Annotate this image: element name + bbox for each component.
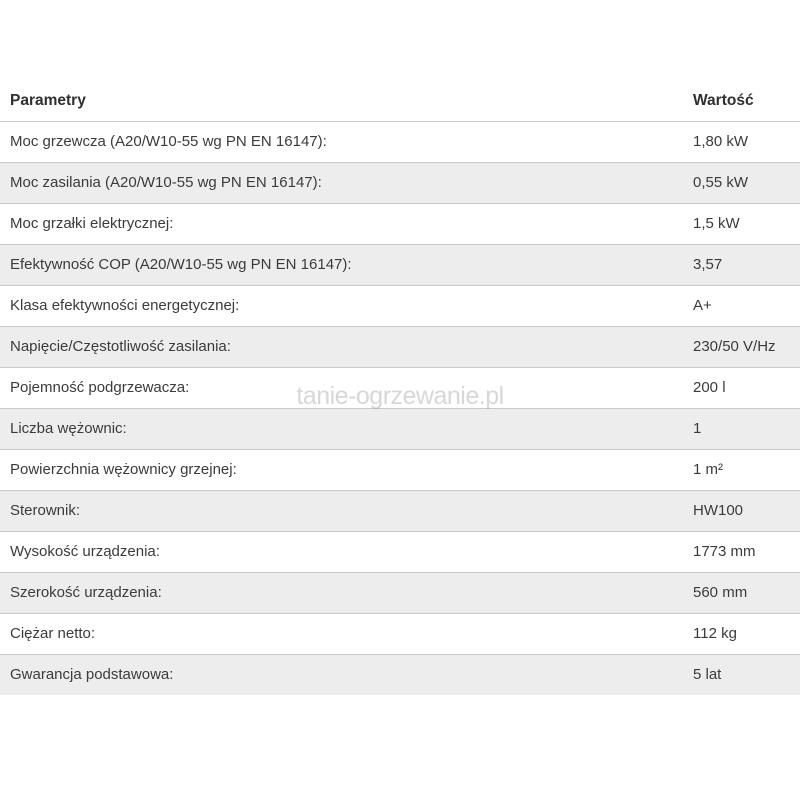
column-header-parameters: Parametry xyxy=(0,84,683,122)
parameter-value-cell: 1,80 kW xyxy=(683,122,800,163)
parameter-value-cell: 1 xyxy=(683,409,800,450)
parameter-name-cell: Moc grzałki elektrycznej: xyxy=(0,204,683,245)
parameter-value-cell: 3,57 xyxy=(683,245,800,286)
parameter-name-cell: Wysokość urządzenia: xyxy=(0,532,683,573)
table-header-row xyxy=(0,84,800,122)
watermark: tanie-ogrzewanie.pl xyxy=(296,382,504,410)
parameter-value-cell: 200 l xyxy=(683,368,800,409)
table-row xyxy=(0,573,800,614)
parameter-value-cell: HW100 xyxy=(683,491,800,532)
parameter-value-cell: 1,5 kW xyxy=(683,204,800,245)
parameter-name-cell: Szerokość urządzenia: xyxy=(0,573,683,614)
parameter-name-cell: Klasa efektywności energetycznej: xyxy=(0,286,683,327)
column-header-value: Wartość xyxy=(683,84,800,122)
table-row xyxy=(0,532,800,573)
table-row xyxy=(0,327,800,368)
table-row xyxy=(0,163,800,204)
table-row xyxy=(0,614,800,655)
parameters-table xyxy=(0,84,800,695)
parameter-name-cell: Sterownik: xyxy=(0,491,683,532)
parameter-value-cell: 0,55 kW xyxy=(683,163,800,204)
parameter-value-cell: 560 mm xyxy=(683,573,800,614)
table-row xyxy=(0,286,800,327)
parameter-value-cell: 112 kg xyxy=(683,614,800,655)
table-row xyxy=(0,122,800,163)
parameter-name-cell: Moc grzewcza (A20/W10-55 wg PN EN 16147): xyxy=(0,122,683,163)
parameter-name-cell: Ciężar netto: xyxy=(0,614,683,655)
parameter-name-cell: Gwarancja podstawowa: xyxy=(0,655,683,696)
parameter-value-cell: 1 m² xyxy=(683,450,800,491)
table-row xyxy=(0,245,800,286)
parameter-value-cell: A+ xyxy=(683,286,800,327)
parameter-value-cell: 5 lat xyxy=(683,655,800,696)
table-row xyxy=(0,368,800,409)
table-row xyxy=(0,450,800,491)
parameter-name-cell: Efektywność COP (A20/W10-55 wg PN EN 16147): xyxy=(0,245,683,286)
parameter-value-cell: 230/50 V/Hz xyxy=(683,327,800,368)
table-row xyxy=(0,409,800,450)
parameter-name-cell: Powierzchnia wężownicy grzejnej: xyxy=(0,450,683,491)
parameter-name-cell: Napięcie/Częstotliwość zasilania: xyxy=(0,327,683,368)
parameter-name-cell: Pojemność podgrzewacza: xyxy=(0,368,683,409)
table-row xyxy=(0,491,800,532)
table-row xyxy=(0,655,800,696)
parameter-name-cell: Liczba wężownic: xyxy=(0,409,683,450)
table-body xyxy=(0,122,800,696)
parameter-name-cell: Moc zasilania (A20/W10-55 wg PN EN 16147): xyxy=(0,163,683,204)
parameter-value-cell: 1773 mm xyxy=(683,532,800,573)
table-row xyxy=(0,204,800,245)
